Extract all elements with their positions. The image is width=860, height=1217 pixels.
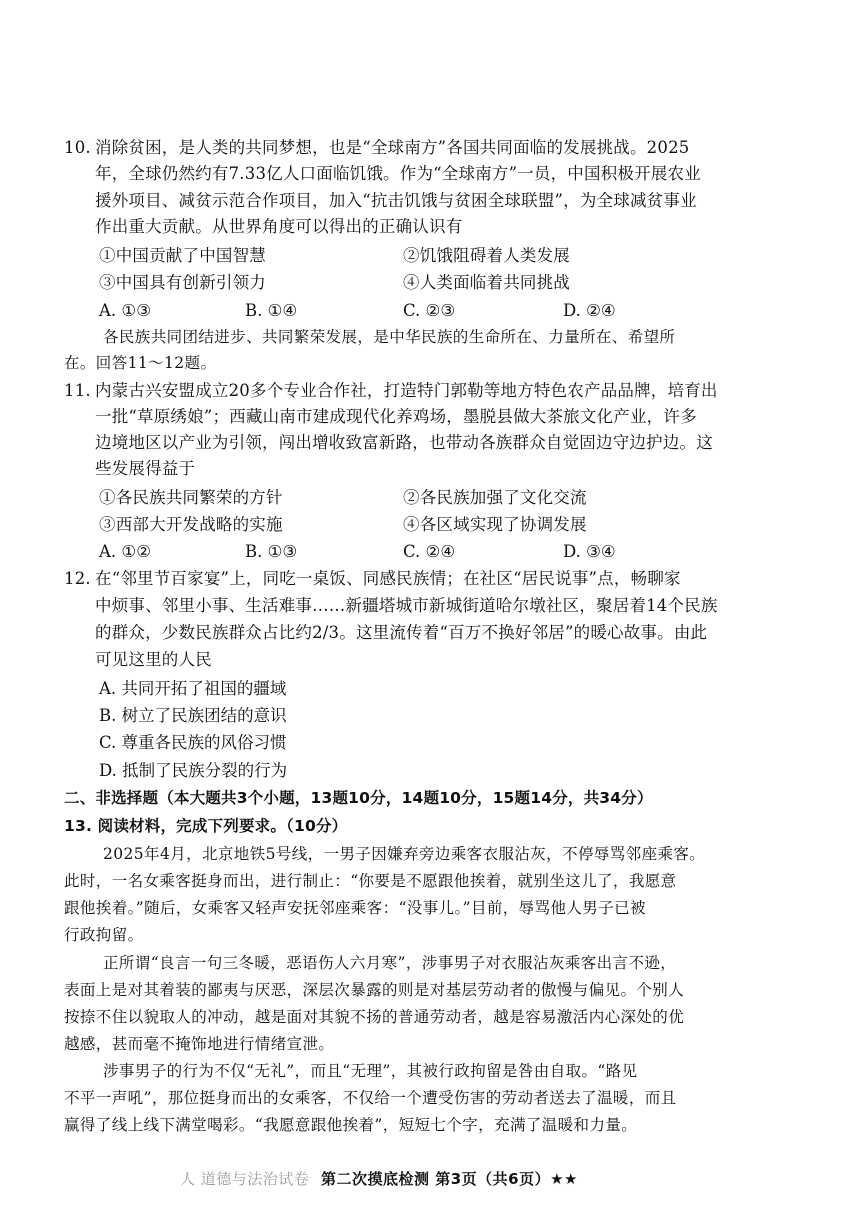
statement: ④人类面临着共同挑战 xyxy=(403,273,570,292)
material-line: 按捺不住以貌取人的冲动，越是面对其貌不扬的普通劳动者，越是容易激活内心深处的优 xyxy=(64,1008,685,1026)
question-text-line: 作出重大贡献。从世界角度可以得出的正确认识有 xyxy=(95,217,463,236)
material-line: 此时，一名女乘客挺身而出，进行制止：“你要是不愿跟他挨着，就别坐这儿了，我愿意 xyxy=(64,872,677,890)
question-title: 13. 阅读材料，完成下列要求。（10分） xyxy=(64,817,348,835)
answer-option-d[interactable]: D. 抵制了民族分裂的行为 xyxy=(99,761,288,780)
material-line: 涉事男子的行为不仅“无礼”，而且“无理”，其被行政拘留是咎由自取。“路见 xyxy=(103,1062,638,1080)
statement: ②各民族加强了文化交流 xyxy=(403,488,587,507)
statement: ①各民族共同繁荣的方针 xyxy=(99,488,283,507)
statement: ②饥饿阻碍着人类发展 xyxy=(403,246,570,265)
question-text-line: 些发展得益于 xyxy=(95,459,196,478)
answer-option-a[interactable]: A. 共同开拓了祖国的疆域 xyxy=(99,679,287,698)
question-text-line: 在“邻里节百家宴”上，同吃一桌饭、同感民族情；在社区“居民说事”点，畅聊家 xyxy=(95,569,681,588)
footer-text: 第二次摸底检测 第3页（共6页）★★ xyxy=(321,1170,579,1188)
question-text-line: 边境地区以产业为引领，闯出增收致富新路，也带动各族群众自觉固边守边护边。这 xyxy=(95,433,713,452)
intro-line: 在。回答11～12题。 xyxy=(64,354,217,372)
statement: ①中国贡献了中国智慧 xyxy=(99,246,266,265)
material-line: 越感，甚而毫不掩饰地进行情绪宣泄。 xyxy=(64,1035,335,1053)
statement: ④各区域实现了协调发展 xyxy=(403,515,587,534)
question-text-line: 一批“草原绣娘”；西藏山南市建成现代化养鸡场，墨脱县做大茶旅文化产业，许多 xyxy=(95,407,697,426)
answer-option-c[interactable]: C. ②④ xyxy=(403,542,456,561)
question-number: 11. xyxy=(64,381,91,400)
material-line: 赢得了线上线下满堂喝彩。“我愿意跟他挨着”，短短七个字，充满了温暖和力量。 xyxy=(64,1116,638,1134)
question-number: 10. xyxy=(64,138,91,157)
answer-option-d[interactable]: D. ③④ xyxy=(563,542,616,561)
answer-option-a[interactable]: A. ①③ xyxy=(99,301,151,320)
answer-option-c[interactable]: C. ②③ xyxy=(403,301,456,320)
answer-option-b[interactable]: B. 树立了民族团结的意识 xyxy=(99,706,287,725)
material-line: 不平一声吼”，那位挺身而出的女乘客，不仅给一个遭受伤害的劳动者送去了温暖，而且 xyxy=(64,1089,677,1107)
question-text-line: 消除贫困，是人类的共同梦想，也是“全球南方”各国共同面临的发展挑战。2025 xyxy=(95,138,690,157)
statement: ③中国具有创新引领力 xyxy=(99,273,266,292)
material-line: 正所谓“良言一句三冬暖，恶语伤人六月寒”，涉事男子对衣服沾灰乘客出言不逊， xyxy=(103,954,677,972)
answer-option-a[interactable]: A. ①② xyxy=(99,542,151,561)
material-line: 表面上是对其着装的鄙夷与厌恶，深层次暴露的则是对基层劳动者的傲慢与偏见。个别人 xyxy=(64,981,685,999)
intro-line: 各民族共同团结进步、共同繁荣发展，是中华民族的生命所在、力量所在、希望所 xyxy=(103,328,676,346)
material-line: 行政拘留。 xyxy=(64,926,144,944)
section-heading: 二、非选择题（本大题共3个小题，13题10分，14题10分，15题14分，共34分） xyxy=(64,789,653,807)
question-text-line: 的群众，少数民族群众占比约2/3。这里流传着“百万不换好邻居”的暖心故事。由此 xyxy=(95,623,708,642)
answer-option-d[interactable]: D. ②④ xyxy=(563,301,616,320)
page-footer xyxy=(180,1168,578,1190)
question-text-line: 可见这里的人民 xyxy=(95,650,212,669)
question-text-line: 援外项目、减贫示范合作项目，加入“抗击饥饿与贫困全球联盟”，为全球减贫事业 xyxy=(95,191,697,210)
statement: ③西部大开发战略的实施 xyxy=(99,515,283,534)
answer-option-b[interactable]: B. ①④ xyxy=(245,301,298,320)
question-number: 12. xyxy=(64,569,91,588)
answer-option-b[interactable]: B. ①③ xyxy=(245,542,298,561)
material-line: 2025年4月，北京地铁5号线，一男子因嫌弃旁边乘客衣服沾灰，不停辱骂邻座乘客。 xyxy=(103,845,706,863)
answer-option-c[interactable]: C. 尊重各民族的风俗习惯 xyxy=(99,733,287,752)
question-text-line: 中烦事、邻里小事、生活难事……新疆塔城市新城街道哈尔墩社区，聚居着14个民族 xyxy=(95,596,718,615)
question-text-line: 内蒙古兴安盟成立20多个专业合作社，打造特门郭勒等地方特色农产品品牌，培育出 xyxy=(95,381,718,400)
question-text-line: 年，全球仍然约有7.33亿人口面临饥饿。作为“全球南方”一员，中国积极开展农业 xyxy=(95,164,701,183)
footer-subject-faint: 人 道德与法治试卷 xyxy=(180,1170,310,1188)
material-line: 跟他挨着。”随后，女乘客又轻声安抚邻座乘客：“没事儿。”目前，辱骂他人男子已被 xyxy=(64,899,646,917)
